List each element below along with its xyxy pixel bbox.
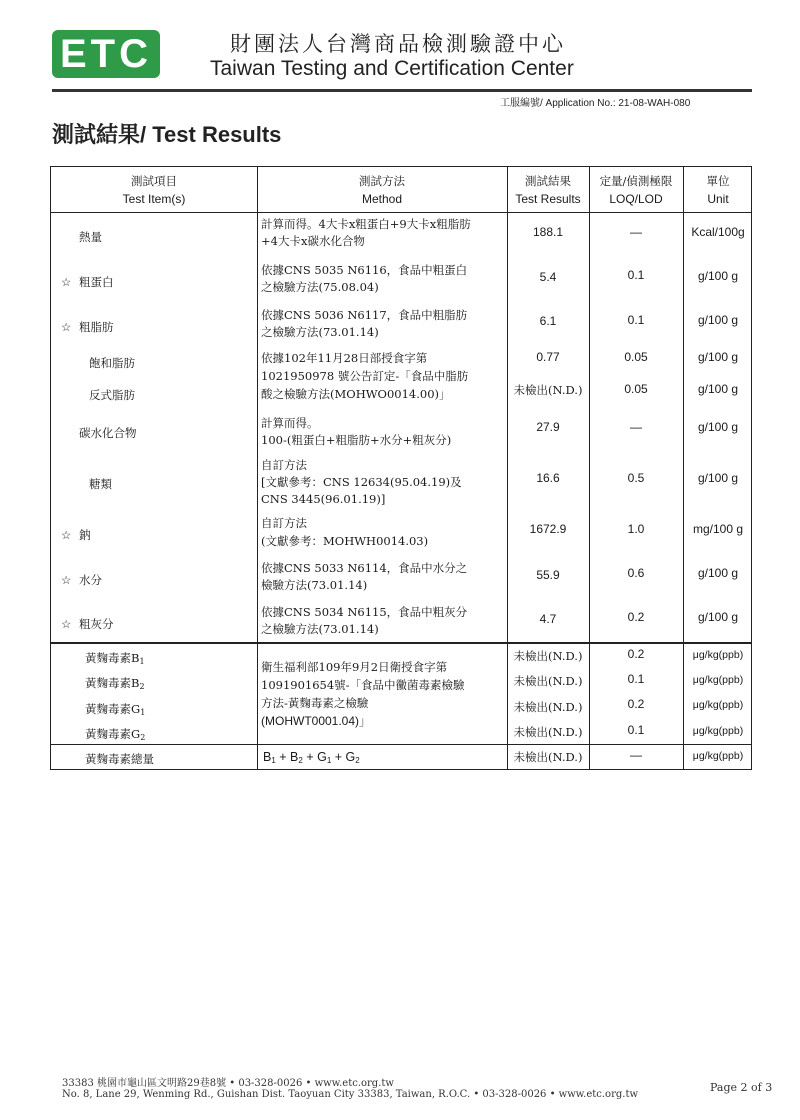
- row-loq: —: [630, 225, 642, 239]
- row-method-line: 之檢驗方法(75.08.04): [261, 280, 379, 294]
- aflatoxin-result: 未檢出(N.D.): [513, 700, 583, 714]
- total-item: 黃麴毒素總量: [85, 752, 154, 766]
- row-item: 熱量: [79, 230, 102, 244]
- header-result-zh: 測試結果: [525, 174, 571, 188]
- row-loq: 0.6: [627, 566, 645, 580]
- row-item: 反式脂肪: [89, 388, 135, 402]
- row-item: 飽和脂肪: [89, 356, 135, 370]
- row-result: 6.1: [539, 314, 557, 328]
- aflatoxin-index: 2: [139, 682, 145, 691]
- org-name-zh: 財團法人台灣商品檢測驗證中心: [230, 32, 566, 56]
- aflatoxin-type: G: [131, 702, 141, 716]
- row-unit: g/100 g: [697, 313, 739, 327]
- formula-idx: 1: [326, 756, 332, 765]
- row-method-line: 依據102年11月28日部授食字第: [261, 351, 428, 365]
- row-method-line: (文獻參考：MOHWH0014.03): [261, 534, 429, 548]
- formula-b: B: [263, 750, 272, 764]
- header-method-en: Method: [361, 192, 403, 206]
- aflatoxin-unit: μg/kg(ppb): [692, 649, 744, 661]
- formula-g: G: [317, 750, 327, 764]
- row-divider: [51, 642, 751, 644]
- row-method-line: +4大卡x碳水化合物: [261, 234, 365, 248]
- header-loq-zh: 定量/偵測極限: [599, 174, 673, 188]
- row-loq: 0.2: [627, 610, 645, 624]
- aflatoxin-name: 黃麴毒素: [85, 702, 131, 716]
- row-result: 27.9: [536, 420, 560, 434]
- row-method-line: 依據CNS 5035 N6116，食品中粗蛋白: [261, 263, 468, 277]
- aflatoxin-unit: μg/kg(ppb): [692, 699, 744, 711]
- aflatoxin-unit: μg/kg(ppb): [692, 674, 744, 686]
- aflatoxin-type: B: [131, 651, 140, 665]
- row-item: 粗灰分: [79, 617, 114, 631]
- total-unit: μg/kg(ppb): [692, 750, 744, 762]
- row-unit: g/100 g: [697, 566, 739, 580]
- aflatoxin-loq: 0.2: [627, 647, 645, 661]
- aflatoxin-index: 1: [139, 657, 145, 666]
- aflatoxin-result: 未檢出(N.D.): [513, 649, 583, 663]
- row-star: ☆: [61, 573, 72, 587]
- etc-logo: ETC: [52, 30, 160, 78]
- total-loq: —: [630, 748, 642, 762]
- page-number: Page 2 of 3: [710, 1081, 773, 1094]
- formula-idx: 2: [298, 756, 303, 765]
- row-method-line: 酸之檢驗方法(MOHWO0014.00)」: [261, 387, 451, 401]
- row-star: ☆: [61, 275, 72, 289]
- aflatoxin-item: [85, 675, 145, 695]
- row-method-line: 1021950978 號公告訂定-「食品中脂肪: [261, 369, 469, 383]
- row-method-line: CNS 3445(96.01.19)]: [261, 492, 386, 506]
- aflatoxin-name: 黃麴毒素: [85, 727, 131, 741]
- row-item: 粗蛋白: [79, 275, 114, 289]
- aflatoxin-item: [85, 726, 145, 746]
- row-unit: g/100 g: [697, 420, 739, 434]
- aflatoxin-result: 未檢出(N.D.): [513, 725, 583, 739]
- row-unit: Kcal/100g: [691, 225, 745, 239]
- row-item: 水分: [79, 573, 102, 587]
- row-result: 未檢出(N.D.): [513, 383, 583, 397]
- row-star: ☆: [61, 320, 72, 334]
- row-method-line: 自訂方法: [261, 516, 307, 530]
- header-result-en: Test Results: [515, 192, 581, 206]
- row-method-line: 依據CNS 5034 N6115，食品中粗灰分: [261, 605, 468, 619]
- aflatoxin-method-line: 衛生福利部109年9月2日衛授食字第: [261, 660, 448, 674]
- formula-idx: 2: [355, 756, 360, 765]
- row-item: 鈉: [79, 528, 91, 542]
- row-unit: g/100 g: [697, 350, 739, 364]
- aflatoxin-method-line: 1091901654號-「食品中黴菌毒素檢驗: [261, 678, 465, 692]
- col-divider: [257, 167, 258, 769]
- row-method-line: 之檢驗方法(73.01.14): [261, 622, 379, 636]
- formula-b: B: [290, 750, 299, 764]
- formula-idx: 1: [271, 756, 276, 765]
- header-unit-zh: 單位: [706, 174, 730, 188]
- row-result: 4.7: [539, 612, 557, 626]
- aflatoxin-item: [85, 650, 145, 670]
- header-loq-en: LOQ/LOD: [609, 192, 663, 206]
- row-method-line: [文獻參考：CNS 12634(95.04.19)及: [261, 475, 462, 489]
- aflatoxin-loq: 0.1: [627, 672, 645, 686]
- row-result: 0.77: [536, 350, 560, 364]
- row-method-line: 計算而得。4大卡x粗蛋白+9大卡x粗脂肪: [261, 217, 471, 231]
- row-method-line: 檢驗方法(73.01.14): [261, 578, 368, 592]
- row-unit: g/100 g: [697, 471, 739, 485]
- formula-plus: +: [275, 750, 291, 764]
- row-loq: —: [630, 420, 642, 434]
- row-unit: g/100 g: [697, 382, 739, 396]
- aflatoxin-index: 1: [140, 708, 146, 717]
- formula-g: G: [345, 750, 356, 764]
- row-result: 55.9: [536, 568, 560, 582]
- aflatoxin-item: [85, 701, 145, 721]
- row-loq: 0.5: [627, 471, 645, 485]
- header-item-zh: 測試項目: [131, 174, 177, 188]
- header-item-en: Test Item(s): [122, 192, 186, 206]
- aflatoxin-loq: 0.1: [627, 723, 645, 737]
- row-method-line: 依據CNS 5036 N6117，食品中粗脂肪: [261, 308, 468, 322]
- row-item: 碳水化合物: [79, 426, 137, 440]
- aflatoxin-index: 2: [140, 733, 146, 742]
- row-divider: [51, 744, 751, 745]
- org-name-en: Taiwan Testing and Certification Center: [210, 57, 574, 80]
- aflatoxin-type: G: [131, 727, 141, 741]
- aflatoxin-name: 黃麴毒素: [85, 676, 131, 690]
- row-result: 5.4: [539, 270, 557, 284]
- aflatoxin-unit: μg/kg(ppb): [692, 725, 744, 737]
- row-item: 糖類: [89, 477, 112, 491]
- row-unit: g/100 g: [697, 269, 739, 283]
- aflatoxin-loq: 0.2: [627, 697, 645, 711]
- header-divider: [52, 89, 752, 92]
- row-loq: 0.1: [627, 313, 645, 327]
- row-result: 16.6: [536, 471, 560, 485]
- row-result: 188.1: [532, 225, 564, 239]
- formula-plus: +: [302, 750, 318, 764]
- page-title: 測試結果/ Test Results: [52, 122, 282, 147]
- row-star: ☆: [61, 528, 72, 542]
- aflatoxin-type: B: [131, 676, 140, 690]
- row-method-line: 之檢驗方法(73.01.14): [261, 325, 379, 339]
- aflatoxin-result: 未檢出(N.D.): [513, 674, 583, 688]
- row-loq: 0.05: [624, 382, 648, 396]
- aflatoxin-method-line: 方法-黃麴毒素之檢驗: [261, 696, 369, 710]
- row-result: 1672.9: [529, 522, 567, 536]
- row-method-line: 依據CNS 5033 N6114，食品中水分之: [261, 561, 468, 575]
- results-table: [50, 166, 752, 770]
- total-result: 未檢出(N.D.): [513, 750, 583, 764]
- row-divider: [51, 212, 751, 213]
- row-unit: mg/100 g: [692, 522, 744, 536]
- row-method-line: 計算而得。: [261, 416, 319, 430]
- formula-plus: +: [331, 750, 346, 764]
- row-item: 粗脂肪: [79, 320, 114, 334]
- row-star: ☆: [61, 617, 72, 631]
- header-unit-en: Unit: [707, 192, 729, 206]
- footer-address-en: No. 8, Lane 29, Wenming Rd., Guishan Dist. Taoyuan City 33383, Taiwan, R.O.C. • 03-328-0026 • www.etc.org.tw: [62, 1089, 639, 1100]
- header-method-zh: 測試方法: [359, 174, 405, 188]
- row-method-line: 自訂方法: [261, 458, 307, 472]
- application-number: 工服編號/ Application No.: 21-08-WAH-080: [500, 98, 691, 109]
- aflatoxin-method-line: (MOHWT0001.04)」: [261, 714, 372, 728]
- aflatoxin-name: 黃麴毒素: [85, 651, 131, 665]
- total-method-formula: [263, 749, 360, 769]
- row-loq: 1.0: [627, 522, 645, 536]
- row-loq: 0.1: [627, 268, 645, 282]
- footer-address-zh: 33383 桃園市龜山區文明路29巷8號 • 03-328-0026 • www.etc.org.tw: [62, 1078, 394, 1089]
- row-loq: 0.05: [624, 350, 648, 364]
- row-method-line: 100-(粗蛋白+粗脂肪+水分+粗灰分): [261, 433, 452, 447]
- row-unit: g/100 g: [697, 610, 739, 624]
